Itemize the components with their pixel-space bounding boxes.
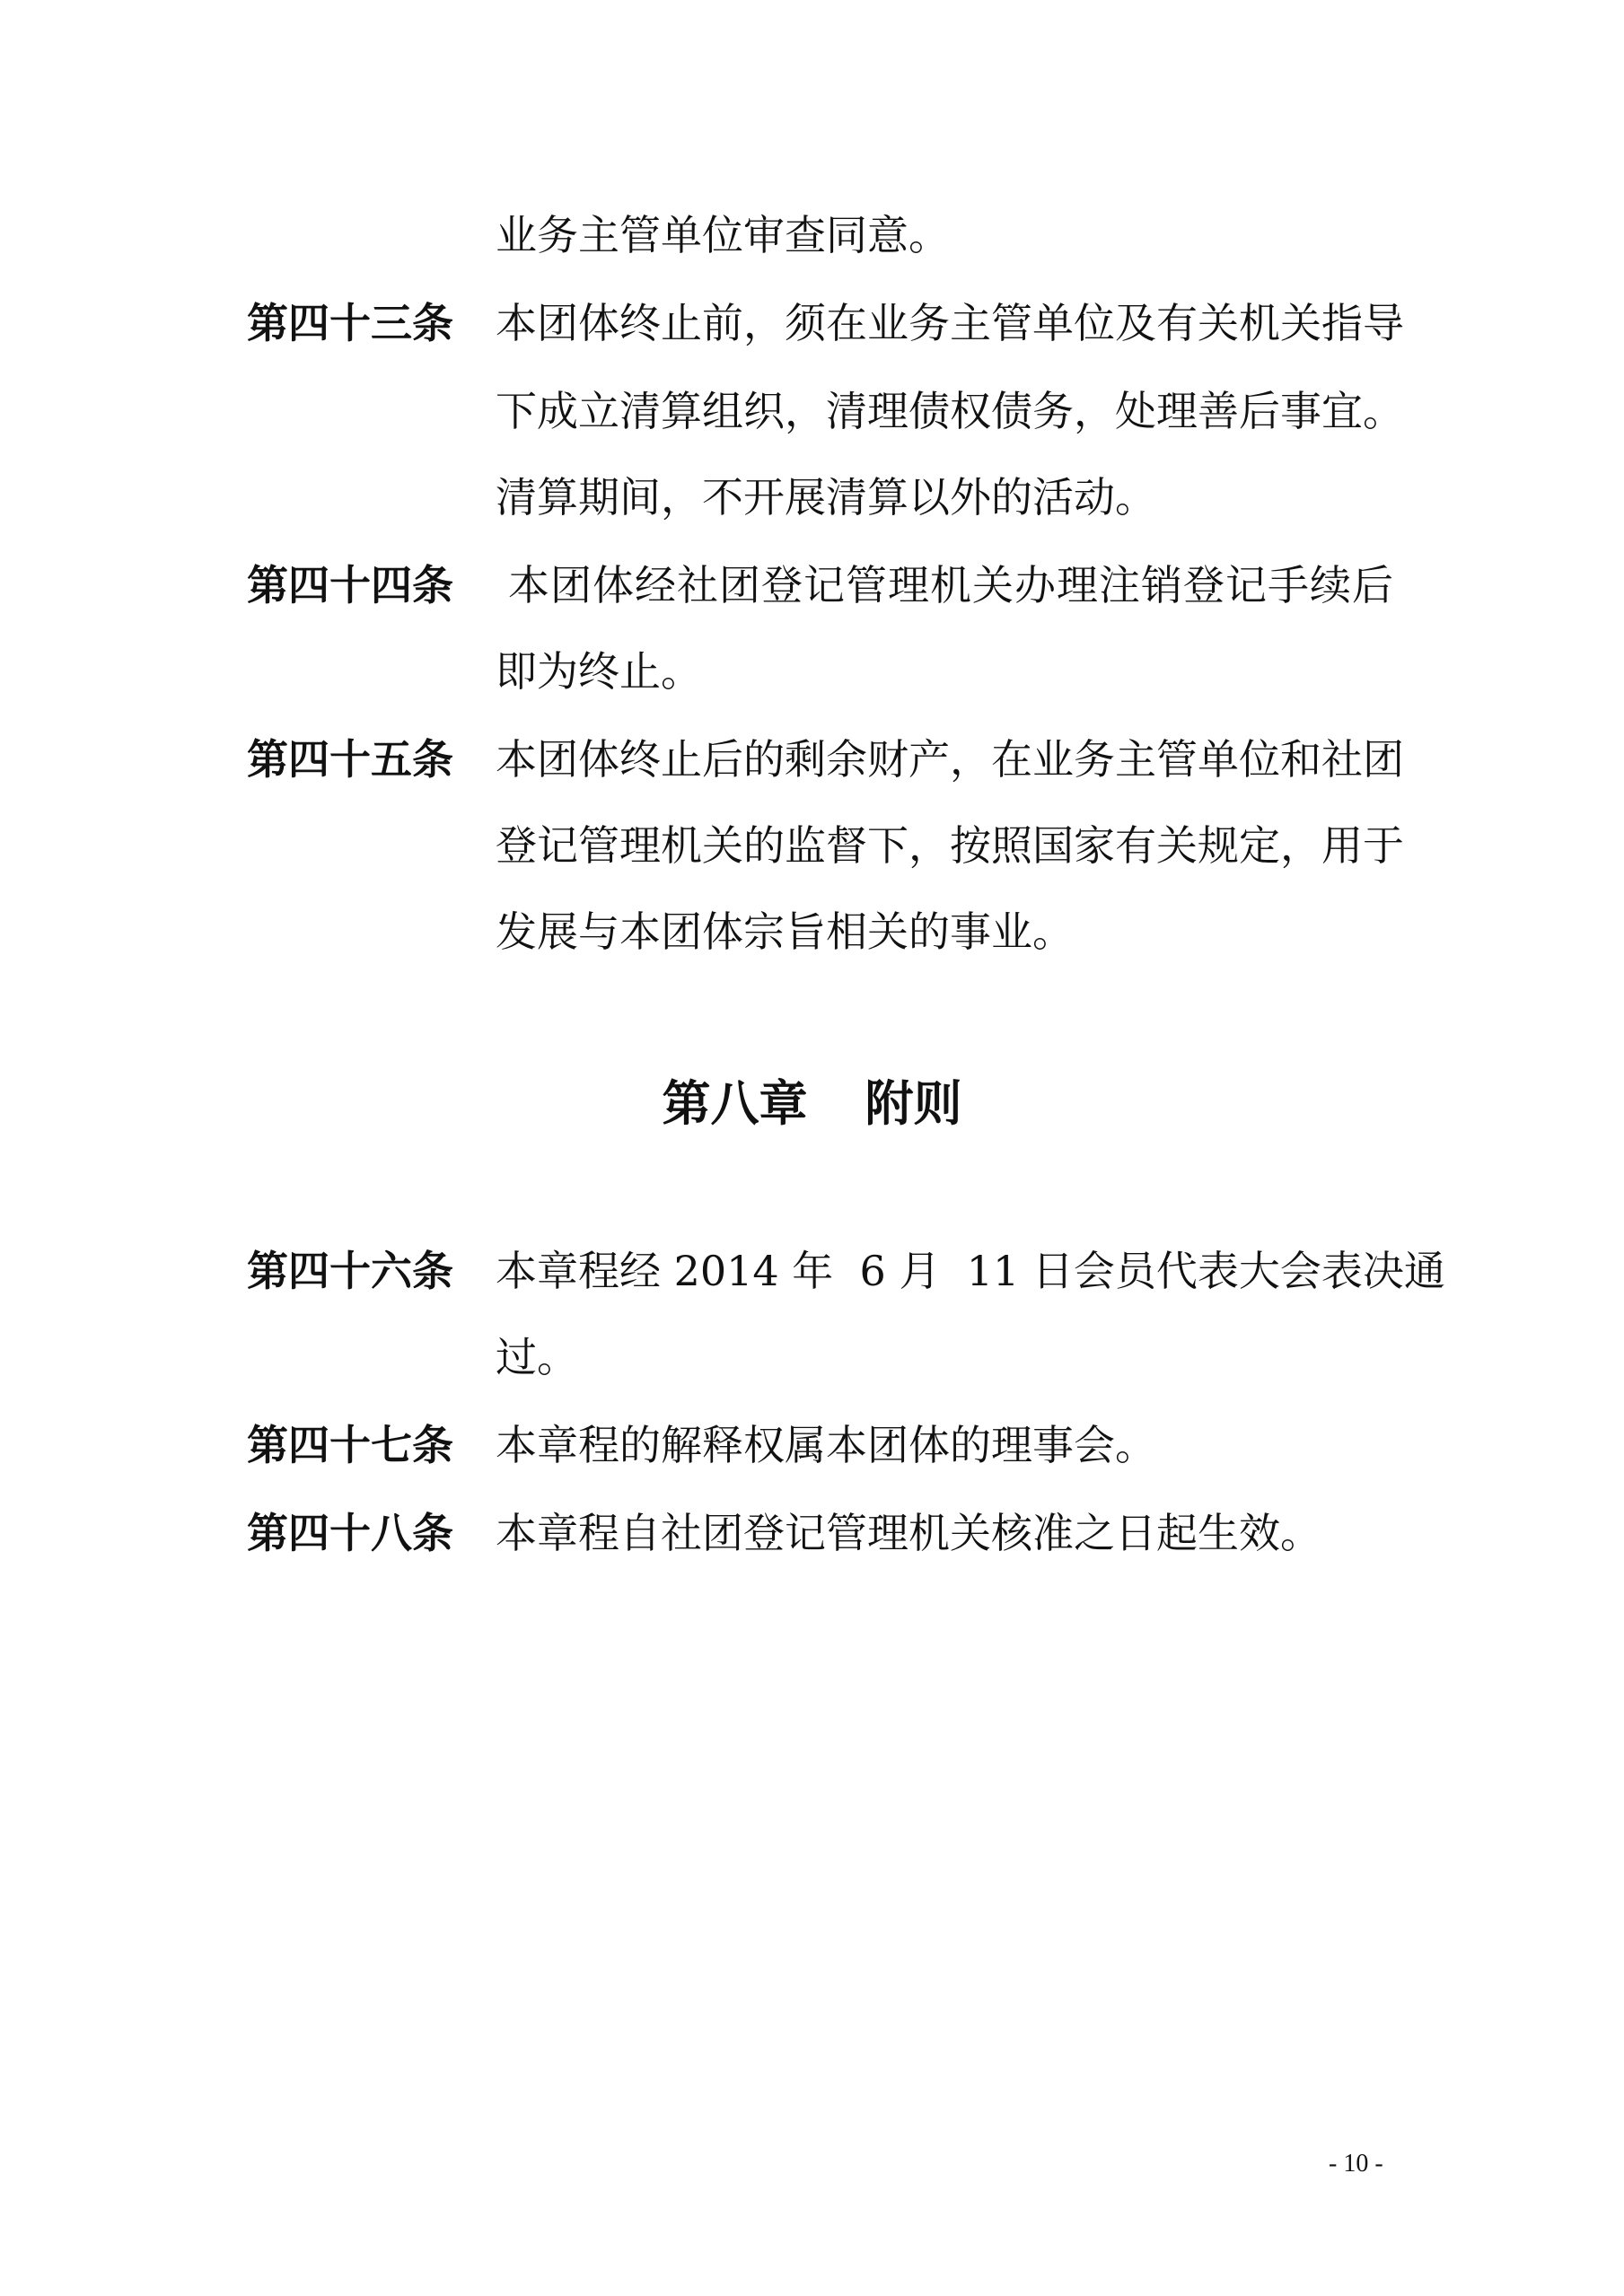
article-text-line: 本团体终止后的剩余财产，在业务主管单位和社团 xyxy=(496,735,1404,784)
article-text-line: 发展与本团体宗旨相关的事业。 xyxy=(496,907,1074,956)
page-number: - 10 - xyxy=(1329,2150,1383,2178)
article-label: 第四十四条 xyxy=(247,561,453,609)
article-label: 第四十三条 xyxy=(247,299,453,347)
article-text-line: 过。 xyxy=(496,1333,578,1381)
article-text-line: 即为终止。 xyxy=(496,647,702,696)
chapter-number: 第八章 xyxy=(662,1075,808,1132)
article-text-line: 登记管理机关的监督下，按照国家有关规定，用于 xyxy=(496,821,1404,870)
article-text-line: 本章程的解释权属本团体的理事会。 xyxy=(496,1421,1156,1469)
article-text-line: 本章程经 2014 年 6 月 11 日会员代表大会表决通 xyxy=(496,1247,1445,1295)
article-label: 第四十八条 xyxy=(247,1509,453,1557)
article-label: 第四十六条 xyxy=(247,1247,453,1295)
article-text-line: 本章程自社团登记管理机关核准之日起生效。 xyxy=(496,1509,1321,1557)
article-text-line: 下成立清算组织，清理债权债务，处理善后事宜。 xyxy=(496,387,1404,435)
article-text-line: 清算期间，不开展清算以外的活动。 xyxy=(496,473,1156,521)
chapter-heading xyxy=(0,1073,1624,1135)
article-text-line: 本团体终止前，须在业务主管单位及有关机关指导 xyxy=(496,299,1404,347)
article-label: 第四十七条 xyxy=(247,1421,453,1469)
continuation-line: 业务主管单位审查同意。 xyxy=(496,211,950,259)
article-text-line: 本团体经社团登记管理机关办理注销登记手续后 xyxy=(508,561,1393,609)
article-label: 第四十五条 xyxy=(247,735,453,784)
chapter-title: 附则 xyxy=(865,1075,962,1132)
